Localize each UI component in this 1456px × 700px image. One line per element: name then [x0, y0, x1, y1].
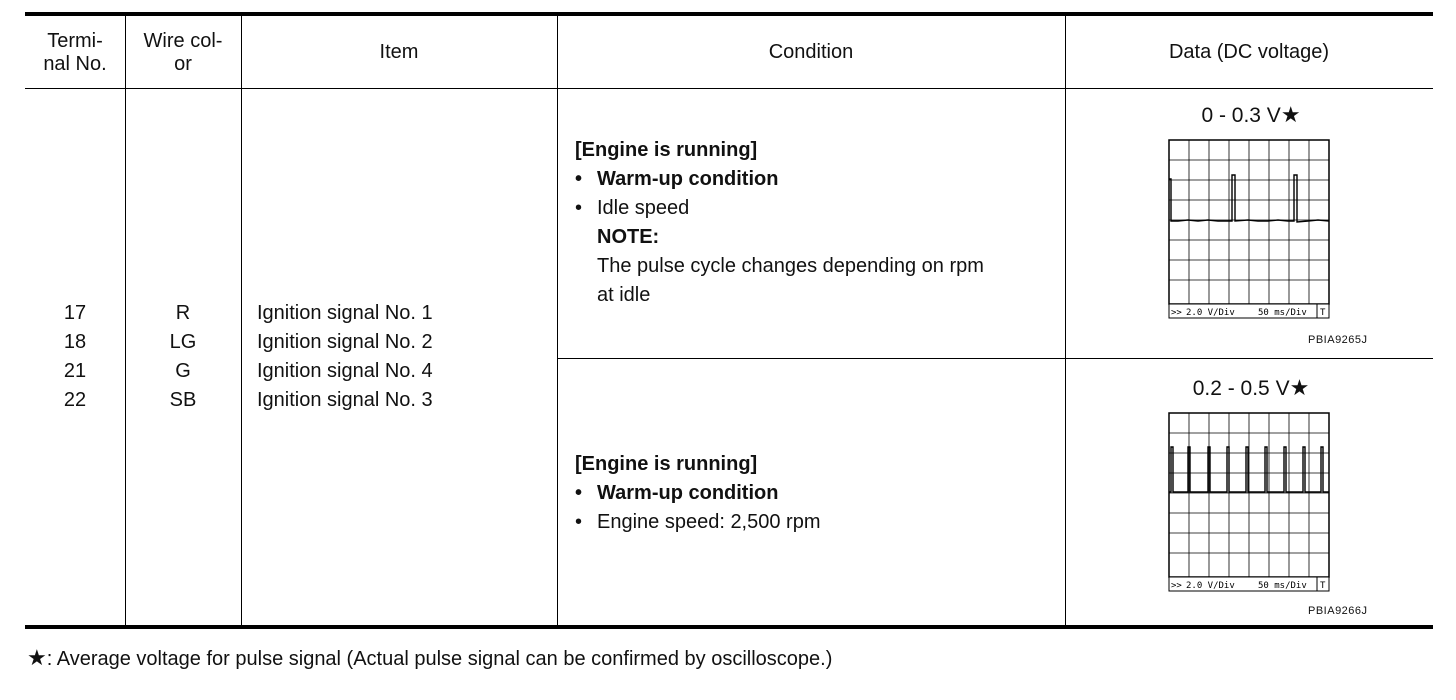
svg-text:>>: >> [1171, 308, 1182, 318]
oscilloscope-waveform-idle [1168, 139, 1330, 319]
voltage-value-2500rpm: 0.2 - 0.5 V★ [1192, 375, 1310, 400]
svg-text:T: T [1320, 308, 1326, 318]
terminal-no: 18 [63, 331, 87, 353]
header-data-dc-voltage: Data (DC voltage) [1168, 41, 1330, 63]
svg-text:50 ms/Div: 50 ms/Div [1258, 581, 1307, 591]
svg-text:2.0 V/Div: 2.0 V/Div [1186, 581, 1235, 591]
header-wire-color: Wire col- or [143, 29, 223, 75]
wire-colors [125, 299, 241, 415]
item-name: Ignition signal No. 3 [257, 389, 433, 411]
wire-color: R [175, 302, 191, 324]
note-text: at idle [597, 284, 651, 306]
oscilloscope-waveform-2500rpm [1168, 412, 1330, 592]
svg-text:2.0 V/Div: 2.0 V/Div [1186, 308, 1235, 318]
header-terminal-no: Termi- nal No. [43, 29, 107, 75]
condition-bullet: • Warm-up condition [575, 165, 984, 194]
condition-heading: [Engine is running] [575, 139, 758, 161]
condition-heading: [Engine is running] [575, 453, 758, 475]
item-name: Ignition signal No. 1 [257, 302, 433, 324]
condition-2500rpm [575, 450, 821, 537]
condition-idle [575, 136, 984, 310]
terminal-numbers [25, 299, 125, 415]
item-name: Ignition signal No. 4 [257, 360, 433, 382]
wire-color: G [175, 360, 191, 382]
column-divider [1065, 16, 1066, 625]
column-divider [557, 16, 558, 625]
terminal-no: 17 [63, 302, 87, 324]
footnote: ★: Average voltage for pulse signal (Actual pulse signal can be confirmed by oscilloscope.) [27, 645, 833, 670]
star-icon: ★ [27, 645, 47, 670]
condition-bullet: • Warm-up condition [575, 479, 821, 508]
header-item: Item [379, 41, 419, 63]
terminal-data-table [25, 12, 1433, 629]
wire-color: LG [169, 331, 197, 353]
terminal-no: 21 [63, 360, 87, 382]
wire-color: SB [169, 389, 197, 411]
voltage-value-idle: 0 - 0.3 V★ [1201, 102, 1301, 127]
star-icon: ★ [1289, 375, 1310, 400]
note-label: NOTE: [597, 226, 660, 248]
svg-text:T: T [1320, 581, 1326, 591]
item-name: Ignition signal No. 2 [257, 331, 433, 353]
svg-text:>>: >> [1171, 581, 1182, 591]
figure-ref: PBIA9266J [1308, 605, 1368, 617]
item-names [257, 299, 433, 415]
condition-bullet: • Engine speed: 2,500 rpm [575, 508, 821, 537]
figure-ref: PBIA9265J [1308, 334, 1368, 346]
note-text: The pulse cycle changes depending on rpm [597, 255, 984, 277]
row-divider [557, 358, 1433, 359]
condition-bullet: • Idle speed [575, 194, 984, 223]
star-icon: ★ [1280, 102, 1301, 127]
header-condition: Condition [768, 41, 854, 63]
terminal-no: 22 [63, 389, 87, 411]
column-divider [241, 16, 242, 625]
svg-text:50 ms/Div: 50 ms/Div [1258, 308, 1307, 318]
